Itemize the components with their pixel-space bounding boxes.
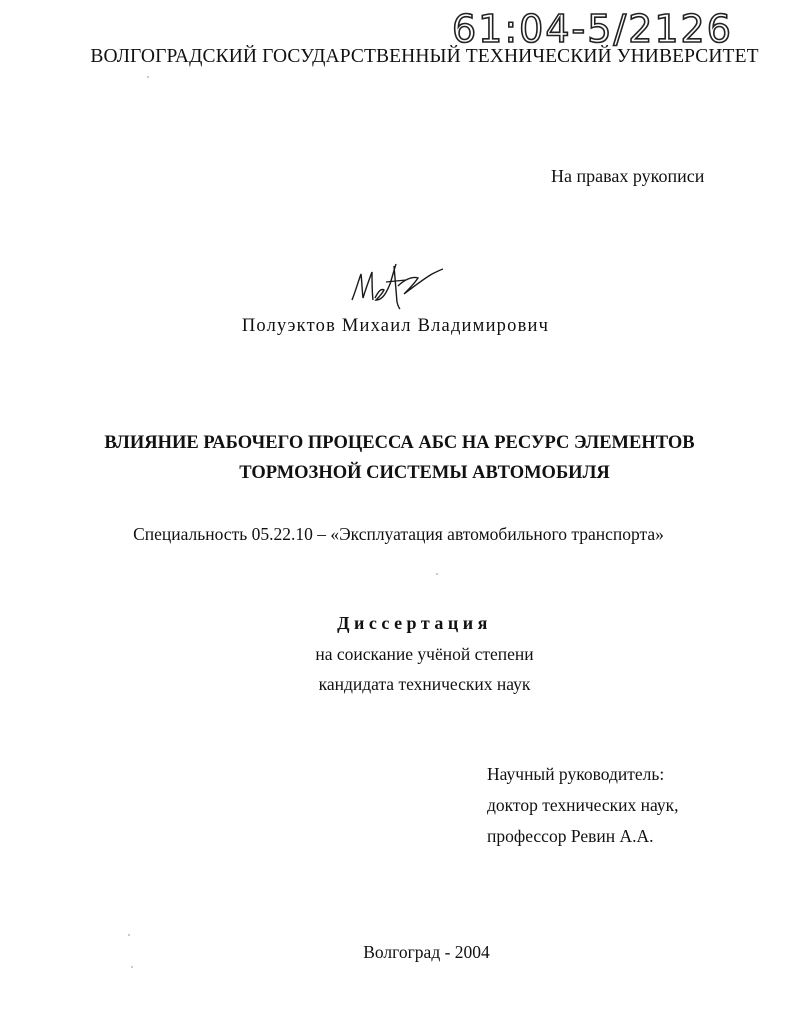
university-name: ВОЛГОГРАДСКИЙ ГОСУДАРСТВЕННЫЙ ТЕХНИЧЕСКИЙ УНИВЕРСИТЕТ	[90, 46, 759, 67]
author-name: Полуэктов Михаил Владимирович	[241, 316, 550, 336]
scan-speck	[128, 934, 130, 936]
degree-purpose-line: на соискание учёной степени	[315, 644, 534, 664]
svg-text:61:04-5/2126: 61:04-5/2126	[452, 7, 733, 50]
scan-speck	[131, 966, 133, 968]
advisor-degree: доктор технических наук,	[487, 795, 679, 815]
manuscript-rights-note: На правах рукописи	[551, 166, 705, 186]
scan-speck	[147, 76, 149, 78]
degree-name-line: кандидата технических наук	[318, 674, 531, 694]
specialty-line: Специальность 05.22.10 – «Эксплуатация автомобильного транспорта»	[133, 524, 664, 544]
dissertation-heading: Диссертация	[337, 613, 492, 633]
city-and-year: Волгоград - 2004	[363, 942, 490, 962]
thesis-title-line-2: ТОРМОЗНОЙ СИСТЕМЫ АВТОМОБИЛЯ	[239, 463, 610, 483]
thesis-title-line-1: ВЛИЯНИЕ РАБОЧЕГО ПРОЦЕССА АБС НА РЕСУРС ЭЛЕМЕНТОВ	[104, 433, 695, 453]
author-signature	[348, 260, 444, 310]
scan-speck	[436, 573, 438, 575]
advisor-label: Научный руководитель:	[487, 764, 665, 784]
handwritten-catalog-number	[448, 6, 738, 50]
advisor-name: профессор Ревин А.А.	[487, 826, 654, 846]
